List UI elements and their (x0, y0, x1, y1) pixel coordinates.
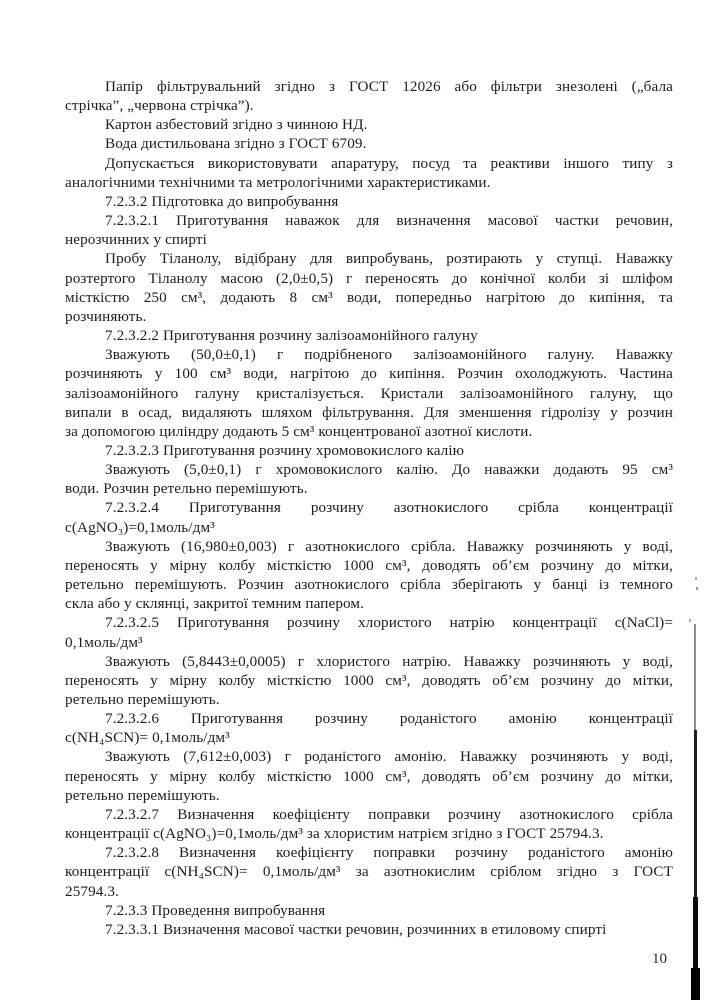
paragraph (65, 843, 673, 900)
text-line: Зважують (16,980±0,003) г азотнокислого срібла. Наважку розчиняють у воді, (105, 537, 673, 555)
paragraph (65, 613, 673, 651)
paragraph (65, 154, 673, 192)
paragraph (65, 709, 673, 747)
text-line: 7.2.3.2.7 Визначення коефіцієнту поправки розчину азотнокислого срібла (105, 805, 673, 823)
text-line: 7.2.3.2.6 Приготування розчину роданістого амонію концентрації (105, 710, 673, 728)
text-line: аналогічними технічними та метрологічними характеристиками. (65, 173, 491, 191)
paragraph (65, 192, 673, 211)
paragraph (65, 326, 673, 345)
text-line: стрічка”, „червона стрічка”). (65, 97, 254, 115)
text-line: Зважують (50,0±0,1) г подрібненого залізоамонійного галуну. Наважку (105, 346, 673, 364)
paragraph (65, 537, 673, 614)
text-line: 7.2.3.2.8 Визначення коефіцієнту поправки розчину роданістого амонію (105, 844, 673, 862)
text-line: 25794.3. (65, 882, 119, 900)
text-line: розчиняють у 100 см³ води, нагрітою до кипіння. Розчин охолоджують. Частина (65, 365, 673, 383)
text-line: розтертого Тіланолу масою (2,0±0,5) г переносять до конічної колби зі шліфом (65, 269, 673, 287)
text-line: концентрації с(AgNO₃)=0,1моль/дм³ за хлористим натрієм згідно з ГОСТ 25794.3. (65, 825, 604, 843)
text-line: за допомогою циліндру додають 5 см³ концентрованої азотної кислоти. (65, 422, 533, 440)
text-line: Зважують (5,0±0,1) г хромовокислого калію. До наважки додають 95 см³ (105, 461, 673, 479)
text-line: Зважують (7,612±0,003) г роданістого амонію. Наважку розчиняють у воді, (105, 748, 673, 766)
text-line: випали в осад, видаляють шляхом фільтрування. Для зменшення гідролізу у розчин (65, 403, 673, 421)
paragraph (65, 345, 673, 441)
paragraph (65, 747, 673, 804)
text-line: місткістю 250 см³, додають 8 см³ води, попередньо нагрітою до кипіння, та (65, 288, 673, 306)
text-line: ретельно перемішують. (65, 786, 220, 804)
text-line: 7.2.3.2.4 Приготування розчину азотнокислого срібла концентрації (105, 499, 673, 517)
text-line: Зважують (5,8443±0,0005) г хлористого натрію. Наважку розчиняють у воді, (105, 652, 673, 670)
text-line: переносять у мірну колбу місткістю 1000 см³, доводять об’єм розчину до мітки, (65, 556, 673, 574)
text-line: розчиняють. (65, 307, 147, 325)
paragraph (65, 652, 673, 709)
paragraph (65, 920, 673, 939)
scan-speck (695, 577, 697, 580)
text-line: 7.2.3.3.1 Визначення масової частки речовин, розчинних в етиловому спирті (105, 920, 607, 938)
text-line: 7.2.3.2.3 Приготування розчину хромовокислого калію (105, 441, 465, 459)
text-line: ретельно перемішують. (65, 691, 220, 708)
paragraph (65, 805, 673, 843)
text-line: нерозчинних у спирті (65, 231, 207, 249)
text-line: Пробу Тіланолу, відібрану для випробувань, розтирають у ступці. Наважку (105, 250, 673, 268)
paragraph (65, 460, 673, 498)
text-line: 7.2.3.3 Проведення випробування (105, 901, 326, 919)
scan-edge-line-dark (694, 730, 697, 897)
scan-edge-line-bottom (691, 968, 700, 1000)
scan-speck (689, 619, 691, 622)
paragraph (65, 901, 673, 920)
text-line: ретельно перемішують. Розчин азотнокислого срібла зберігають у банці із темного (65, 576, 673, 594)
scan-edge-line-gray (694, 624, 696, 730)
text-line: 7.2.3.2.2 Приготування розчину залізоамонійного галуну (105, 327, 478, 345)
text-line: концентрації с(NH₄SCN)= 0,1моль/дм³ за азотнокислим сріблом згідно з ГОСТ (65, 863, 673, 881)
text-line: 7.2.3.2 Підготовка до випробування (105, 192, 339, 210)
text-line: води. Розчин ретельно перемішують. (65, 480, 308, 498)
paragraph (65, 249, 673, 326)
paragraph (65, 498, 673, 536)
text-line: переносять у мірну колбу місткістю 1000 см³, доводять об’єм розчину до мітки, (65, 671, 673, 689)
text-line: Папір фільтрувальний згідно з ГОСТ 12026 або фільтри знезолені („бала (105, 78, 673, 95)
scan-edge-line-black (693, 897, 698, 968)
text-line: залізоамонійного галуну кристалізується. Кристали залізоамонійного галуну, що (65, 384, 673, 402)
paragraph (65, 77, 673, 115)
paragraph (65, 115, 673, 134)
text-line: скла або у склянці, закритої темним папером. (65, 595, 365, 613)
text-line: 7.2.3.2.1 Приготування наважок для визначення масової частки речовин, (105, 212, 673, 230)
text-line: с(AgNO₃)=0,1моль/дм³ (65, 518, 215, 536)
paragraph (65, 211, 673, 249)
text-line: с(NH₄SCN)= 0,1моль/дм³ (65, 729, 230, 747)
text-line: Вода дистильована згідно з ГОСТ 6709. (105, 135, 367, 153)
text-line: 0,1моль/дм³ (65, 633, 143, 651)
text-line: Картон азбестовий згідно з чинною НД. (105, 116, 368, 134)
paragraph (65, 134, 673, 153)
document-text (65, 77, 673, 939)
text-line: Допускається використовувати апаратуру, посуд та реактиви іншого типу з (105, 154, 673, 172)
text-line: переносять у мірну колбу місткістю 1000 см³, доводять об’єм розчину до мітки, (65, 767, 673, 785)
scan-speck (696, 587, 698, 590)
page-number: 10 (652, 951, 667, 967)
text-line: 7.2.3.2.5 Приготування розчину хлористого натрію концентрації с(NaCl)= (105, 614, 673, 632)
paragraph (65, 441, 673, 460)
